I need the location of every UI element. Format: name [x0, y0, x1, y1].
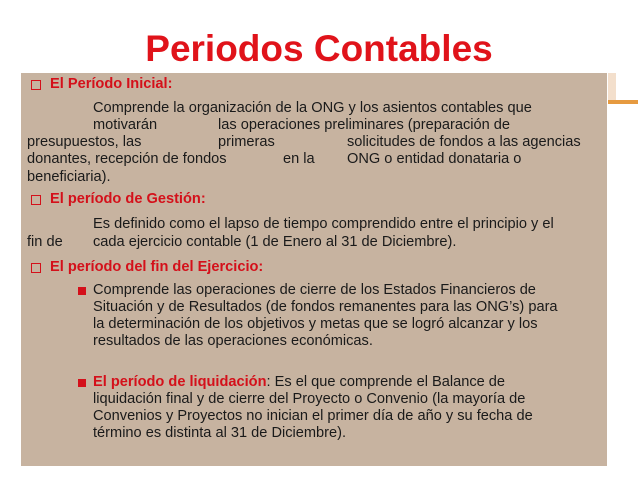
decorative-chip	[608, 73, 616, 103]
text-line: solicitudes de fondos a las agencias	[347, 134, 581, 150]
bullet-square-icon	[78, 379, 86, 387]
text-line: motivarán	[93, 117, 158, 133]
text-line: cada ejercicio contable (1 de Enero al 31 de Diciembre).	[93, 234, 457, 250]
bullet-box-icon	[31, 263, 41, 273]
heading-fin-ejercicio: El período del fin del Ejercicio:	[50, 259, 264, 275]
text-line: fin de	[27, 234, 63, 250]
heading-periodo-gestion: El período de Gestión:	[50, 191, 206, 207]
text-line: Comprende la organización de la ONG y los asientos contables que	[93, 100, 532, 116]
text-line: Situación y de Resultados (de fondos remanentes para las ONG’s) para	[93, 299, 558, 315]
text-line	[93, 374, 505, 391]
liquidacion-term: El período de liquidación	[93, 374, 267, 390]
decorative-accent-line	[608, 100, 638, 104]
text-line: beneficiaria).	[27, 169, 111, 185]
text-line: término es distinta al 31 de Diciembre).	[93, 425, 347, 441]
bullet-box-icon	[31, 80, 41, 90]
bullet-square-icon	[78, 287, 86, 295]
text-line: en la	[283, 151, 315, 167]
text-line: las operaciones preliminares (preparación de	[218, 117, 511, 133]
text-line: Comprende las operaciones de cierre de los Estados Financieros de	[93, 282, 536, 298]
text-line: Es definido como el lapso de tiempo comprendido entre el principio y el	[93, 216, 554, 232]
text-line: ONG o entidad donataria o	[347, 151, 522, 167]
decorative-sidebar	[608, 73, 638, 466]
text-line: donantes, recepción de fondos	[27, 151, 227, 167]
decorative-chip	[616, 73, 638, 99]
text-line: liquidación final y de cierre del Proyecto o Convenio (la mayoría de	[93, 391, 526, 407]
text-line: resultados de las operaciones económicas.	[93, 333, 373, 349]
bullet-box-icon	[31, 195, 41, 205]
text-line: presupuestos, las	[27, 134, 142, 150]
slide-title: Periodos Contables	[145, 28, 493, 69]
liquidacion-text: : Es el que comprende el Balance de	[266, 374, 506, 390]
text-line: primeras	[218, 134, 275, 150]
text-line: la determinación de los objetivos y metas que se logró alcanzar y los	[93, 316, 538, 332]
heading-periodo-inicial: El Período Inicial:	[50, 76, 173, 92]
text-line: Convenios y Proyectos no inician el primer día de año y su fecha de	[93, 408, 533, 424]
